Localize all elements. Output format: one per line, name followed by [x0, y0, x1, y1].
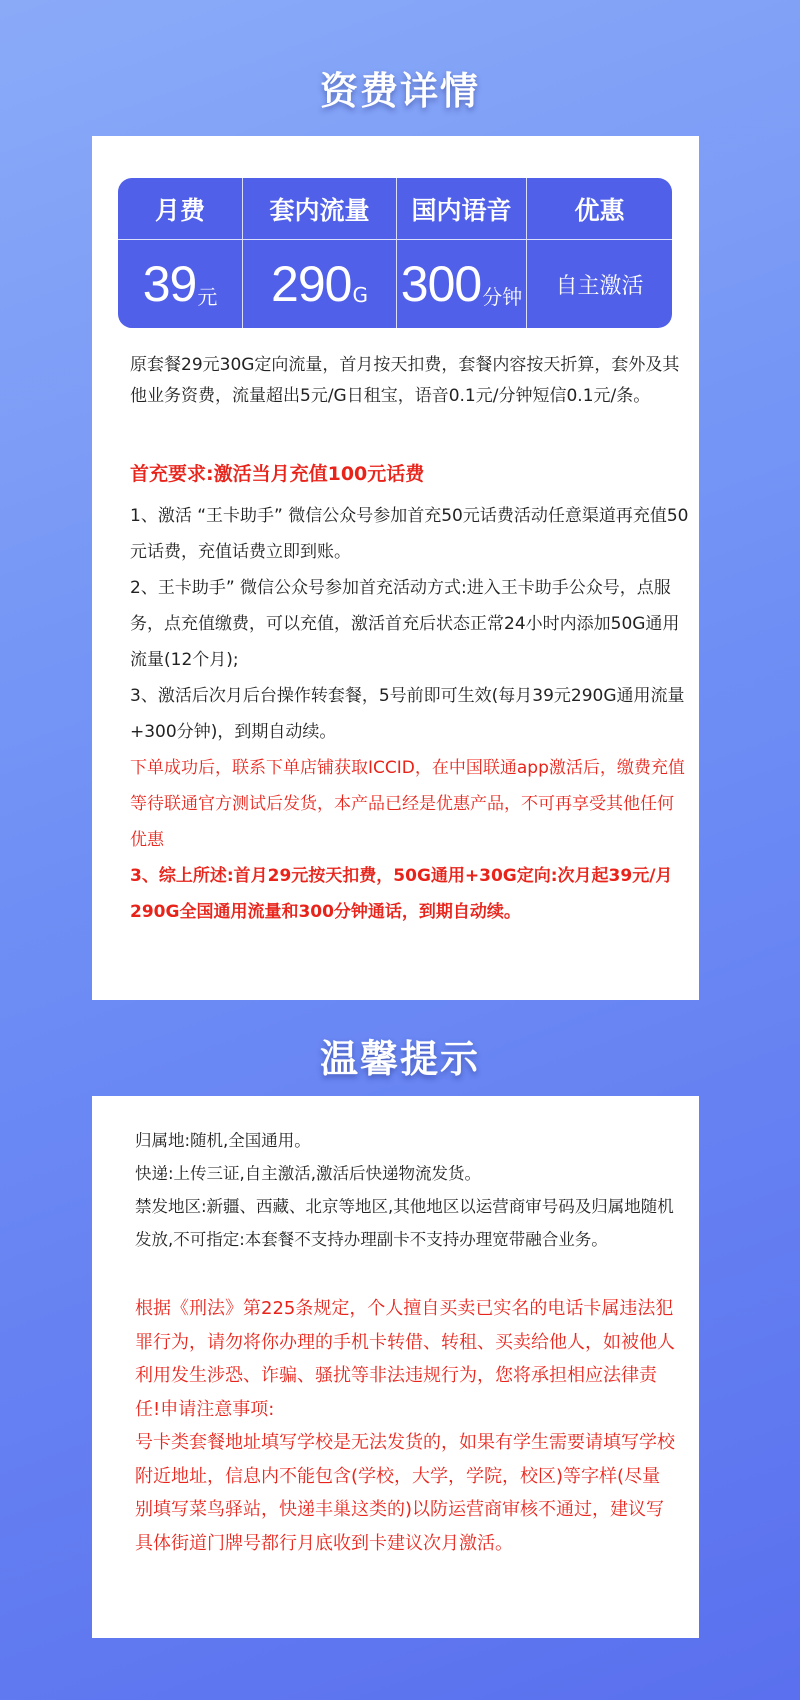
plan-summary-table [118, 178, 672, 328]
voice-unit: 分钟 [482, 284, 523, 309]
data-unit: G [352, 283, 368, 307]
warm-tips-card [92, 1096, 699, 1638]
fee-details-card [92, 136, 699, 1000]
tip-attribution: 归属地:随机,全国通用。 [135, 1131, 311, 1150]
instruction-item-2: 2、王卡助手” 微信公众号参加首充活动方式:进入王卡助手公众号，点服务，点充值缴费，可以充值，激活首充后状态正常24小时内添加50G通用流量(12个月); [130, 578, 680, 670]
instruction-item-1: 1、激活 “王卡助手” 微信公众号参加首充50元话费活动任意渠道再充值50元话费，充值话费立即到账。 [130, 506, 689, 562]
data-number: 290 [271, 256, 352, 312]
order-notice: 下单成功后，联系下单店铺获取ICCID，在中国联通app激活后，缴费充值等待联通官方测试后发货，本产品已经是优惠产品，不可再享受其他任何优惠 [130, 758, 685, 850]
section-title-fee-details: 资费详情 [319, 69, 480, 113]
header-included-data: 套内流量 [243, 178, 397, 240]
voice-number: 300 [400, 256, 482, 312]
plan-intro-text: 原套餐29元30G定向流量，首月按天扣费，套餐内容按天折算，套外及其他业务资费，流量超出5元/G日租宝，语音0.1元/分钟短信0.1元/条。 [130, 355, 680, 406]
recharge-requirement: 首充要求:激活当月充值100元话费 [130, 463, 425, 485]
header-domestic-voice: 国内语音 [397, 178, 527, 240]
tip-restricted-areas: 禁发地区:新疆、西藏、北京等地区,其他地区以运营商审号码及归属地随机发放,不可指定:本套餐不支持办理副卡不支持办理宽带融合业务。 [135, 1197, 674, 1249]
fee-unit: 元 [197, 284, 218, 309]
legal-warning: 根据《刑法》第225条规定，个人擅自买卖已实名的电话卡属违法犯罪行为，请勿将你办理的手机卡转借、转租、买卖给他人，如被他人利用发生涉恐、诈骗、骚扰等非法违规行为，您将承担相应法律责任!申请注意事项: [135, 1298, 675, 1420]
tip-delivery: 快递:上传三证,自主激活,激活后快递物流发货。 [135, 1164, 482, 1183]
instruction-item-3: 3、激活后次月后台操作转套餐，5号前即可生效(每月39元290G通用流量+300分钟)，到期自动续。 [130, 686, 685, 742]
domestic-voice-value [397, 240, 527, 328]
monthly-fee-value [118, 240, 243, 328]
section-title-warm-tips: 温馨提示 [319, 1037, 480, 1081]
offer-text: 自主激活 [555, 273, 644, 299]
included-data-value [243, 240, 397, 328]
header-offer: 优惠 [527, 178, 672, 240]
plan-summary-text: 3、综上所述:首月29元按天扣费，50G通用+30G定向:次月起39元/月 290G全国通用流量和300分钟通话，到期自动续。 [130, 866, 673, 922]
fee-number: 39 [142, 256, 197, 312]
offer-value [527, 240, 672, 328]
address-notice: 号卡类套餐地址填写学校是无法发货的，如果有学生需要请填写学校附近地址，信息内不能包含(学校，大学，学院，校区)等字样(尽量别填写菜鸟驿站，快递丰巢这类的)以防运营商审核不通过，建议写具体街道门牌号都行月底收到卡建议次月激活。 [135, 1432, 675, 1554]
header-monthly-fee: 月费 [118, 178, 243, 240]
